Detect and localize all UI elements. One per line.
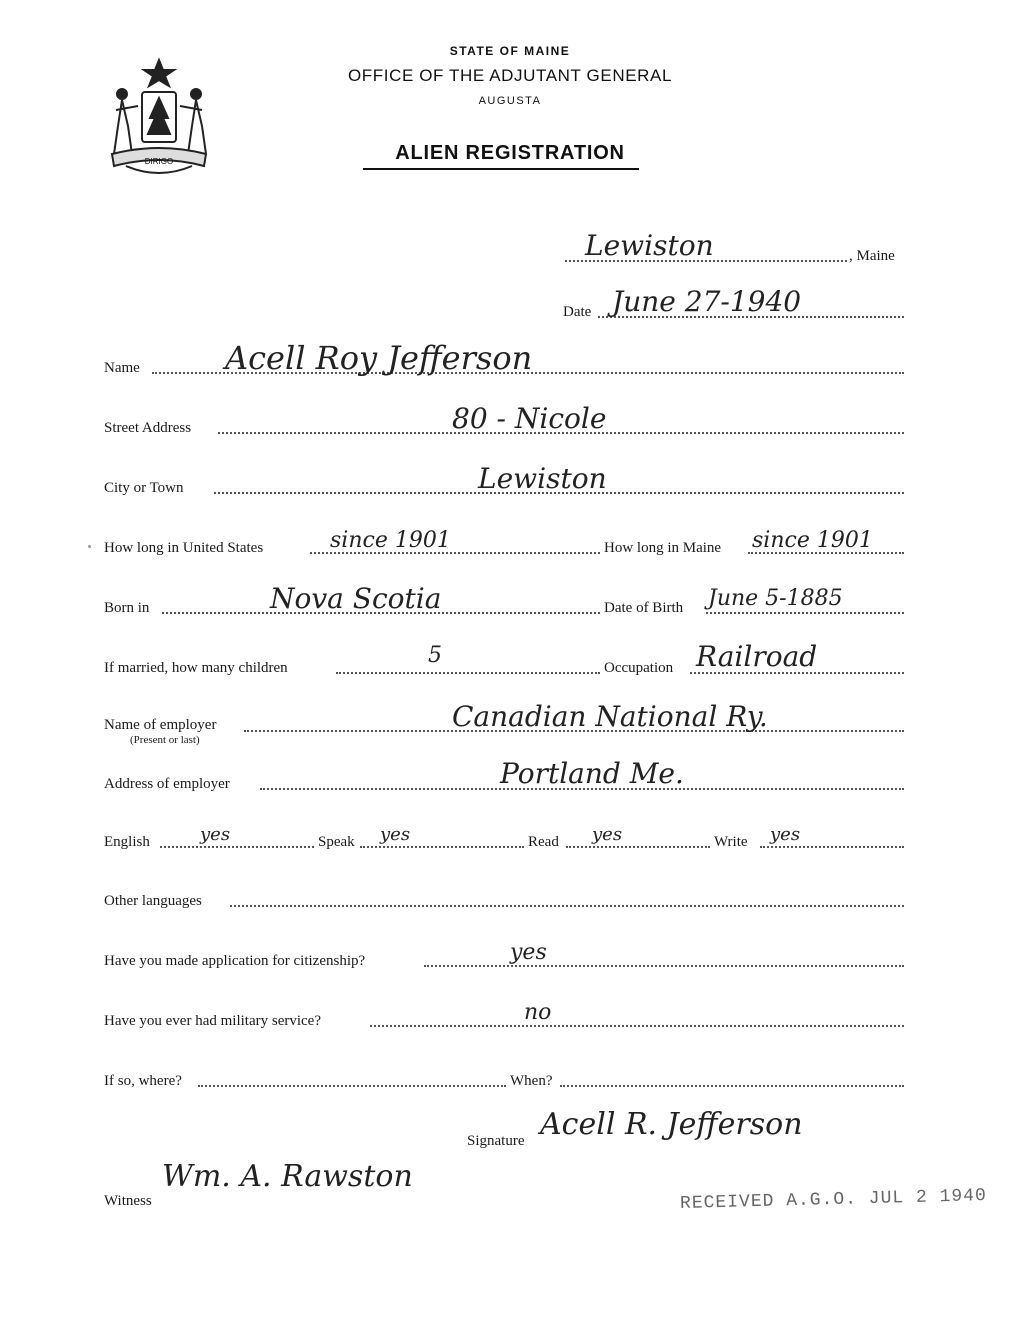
signature-value: Acell R. Jefferson bbox=[540, 1107, 803, 1142]
witness-label: Witness bbox=[104, 1193, 152, 1209]
children-line bbox=[336, 672, 600, 674]
write-label: Write bbox=[714, 834, 748, 850]
how-long-maine-value: since 1901 bbox=[752, 528, 873, 553]
military-value: no bbox=[524, 1000, 552, 1025]
other-languages-line bbox=[230, 905, 904, 907]
military-label: Have you ever had military service? bbox=[104, 1013, 321, 1029]
form-title: ALIEN REGISTRATION bbox=[395, 142, 625, 164]
read-line bbox=[566, 846, 710, 848]
born-in-label: Born in bbox=[104, 600, 150, 616]
street-label: Street Address bbox=[104, 420, 192, 436]
witness-value: Wm. A. Rawston bbox=[162, 1159, 413, 1194]
english-line bbox=[160, 846, 314, 848]
received-stamp: RECEIVED A.G.O. JUL 2 1940 bbox=[679, 1185, 988, 1215]
employer-address-value: Portland Me. bbox=[500, 757, 684, 790]
read-value: yes bbox=[592, 824, 623, 845]
employer-address-label: Address of employer bbox=[104, 776, 230, 792]
english-label: English bbox=[104, 834, 150, 850]
military-line bbox=[370, 1025, 904, 1027]
how-long-us-value: since 1901 bbox=[330, 528, 451, 553]
read-label: Read bbox=[528, 834, 559, 850]
state-seal-icon bbox=[104, 56, 214, 180]
citizenship-value: yes bbox=[510, 940, 547, 965]
where-label: If so, where? bbox=[104, 1073, 182, 1089]
seal-motto: DIRIGO bbox=[144, 157, 174, 166]
date-label: Date bbox=[563, 304, 592, 320]
how-long-us-label: How long in United States bbox=[104, 540, 264, 556]
title-underline bbox=[363, 168, 639, 170]
date-value: June 27-1940 bbox=[612, 285, 802, 318]
citizenship-label: Have you made application for citizenship? bbox=[104, 953, 366, 969]
employer-sublabel: (Present or last) bbox=[130, 734, 200, 746]
citizenship-line bbox=[424, 965, 904, 967]
where-line bbox=[198, 1085, 506, 1087]
place-label: , Maine bbox=[849, 248, 895, 264]
date-of-birth-value: June 5-1885 bbox=[708, 586, 843, 611]
occupation-label: Occupation bbox=[604, 660, 674, 676]
occupation-value: Railroad bbox=[696, 640, 818, 673]
street-value: 80 - Nicole bbox=[452, 402, 607, 435]
children-label: If married, how many children bbox=[104, 660, 288, 676]
name-value: Acell Roy Jefferson bbox=[225, 339, 533, 377]
header-state: STATE OF MAINE bbox=[449, 44, 571, 58]
employer-label: Name of employer bbox=[104, 717, 217, 733]
city-value: Lewiston bbox=[478, 462, 607, 495]
speak-label: Speak bbox=[318, 834, 355, 850]
children-value: 5 bbox=[428, 643, 442, 668]
english-value: yes bbox=[200, 824, 231, 845]
how-long-maine-label: How long in Maine bbox=[604, 540, 722, 556]
speak-line bbox=[360, 846, 524, 848]
date-of-birth-line bbox=[706, 612, 904, 614]
write-value: yes bbox=[770, 824, 801, 845]
write-line bbox=[760, 846, 904, 848]
date-of-birth-label: Date of Birth bbox=[604, 600, 684, 616]
when-line bbox=[560, 1085, 904, 1087]
signature-label: Signature bbox=[467, 1133, 525, 1149]
header-city: AUGUSTA bbox=[478, 95, 542, 107]
employer-value: Canadian National Ry. bbox=[452, 700, 768, 733]
other-languages-label: Other languages bbox=[104, 893, 202, 909]
name-label: Name bbox=[104, 360, 140, 376]
header-office: OFFICE OF THE ADJUTANT GENERAL bbox=[347, 66, 673, 85]
when-label: When? bbox=[510, 1073, 553, 1089]
margin-mark bbox=[88, 545, 91, 548]
speak-value: yes bbox=[380, 824, 411, 845]
born-in-value: Nova Scotia bbox=[270, 582, 442, 615]
place-value: Lewiston bbox=[585, 229, 714, 262]
city-label: City or Town bbox=[104, 480, 184, 496]
